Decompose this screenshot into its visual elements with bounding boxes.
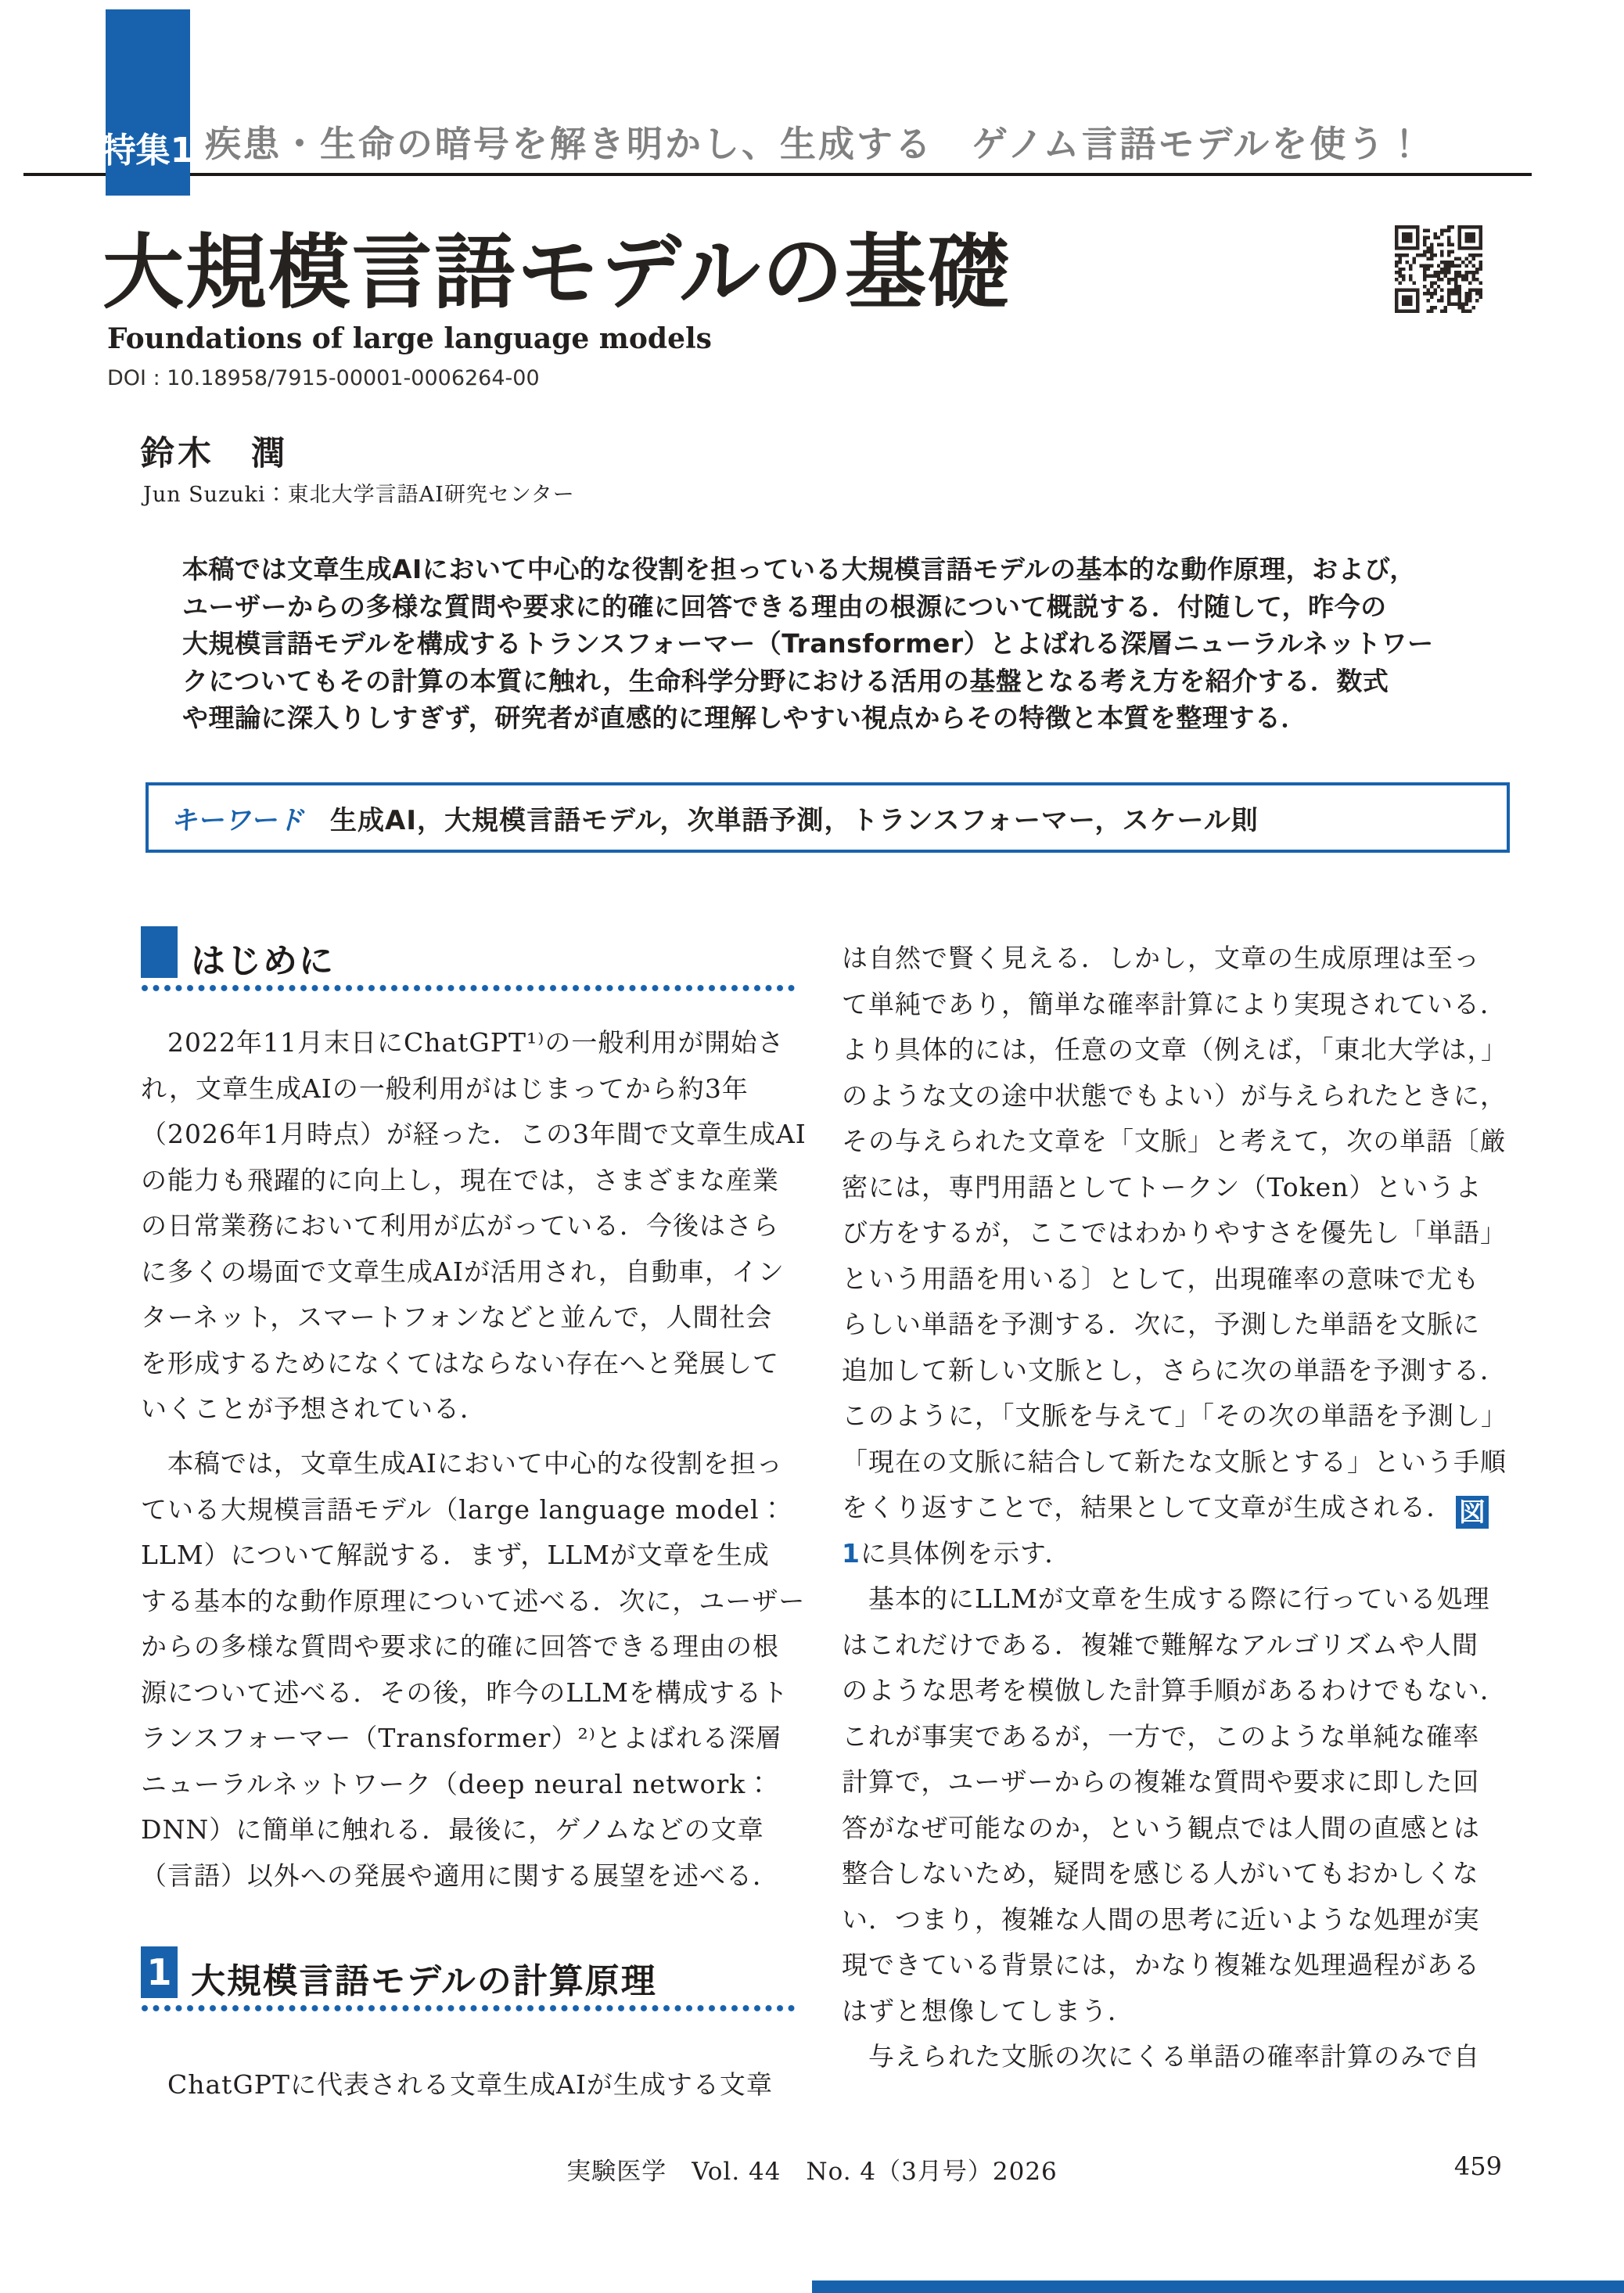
text-line: LLM）について解説する．まず，LLMが文章を生成	[141, 1540, 770, 1570]
text-line: の能力も飛躍的に向上し，現在では，さまざまな産業	[141, 1164, 779, 1195]
text-line: 追加して新しい文脈とし，さらに次の単語を予測する．	[842, 1354, 1507, 1386]
text-line: ランスフォーマー（Transformer）²⁾とよばれる深層	[141, 1723, 782, 1753]
figure-reference-lines	[842, 1485, 1496, 1576]
text-line: れ，文章生成AIの一般利用がはじまってから約3年	[141, 1073, 749, 1104]
qr-code-image	[1395, 225, 1482, 313]
text-line: ている大規模言語モデル（large language model：	[141, 1493, 786, 1525]
section-title: はじめに	[191, 941, 335, 981]
text-line	[842, 1485, 1496, 1531]
text-line: 与えられた文脈の次にくる単語の確率計算のみで自	[842, 2041, 1480, 2072]
text-line: 現できている背景には，かなり複雑な処理過程がある	[842, 1950, 1480, 1980]
text-line: 本稿では，文章生成AIにおいて中心的な役割を担っ	[141, 1448, 783, 1479]
text-line: ChatGPTに代表される文章生成AIが生成する文章	[141, 2069, 773, 2100]
section-marker-square	[141, 926, 178, 978]
abstract-paragraph	[182, 551, 1512, 737]
text-line: に多くの場面で文章生成AIが活用され，自動車，イン	[141, 1256, 785, 1287]
header-rule	[23, 173, 1532, 176]
footer-accent-bar	[812, 2280, 1624, 2293]
article-title: 大規模言語モデルの基礎	[102, 225, 1011, 320]
author-name: 鈴木 潤	[141, 434, 288, 473]
text-line	[842, 1531, 1496, 1577]
text-line: 計算で，ユーザーからの複雑な質問や要求に即した回	[842, 1766, 1480, 1797]
text-line: び方をするが，ここではわかりやすさを優先し「単語」	[842, 1217, 1507, 1248]
text-line: ユーザーからの多様な質問や要求に的確に回答できる理由の根源について概説する．付随して，昨今の	[182, 591, 1387, 622]
footer-journal-info: 実験医学 Vol. 44 No. 4（3月号）2026	[566, 2158, 1058, 2186]
doi-text: DOI : 10.18958/7915-00001-0006264-00	[107, 366, 540, 390]
text-line: 答がなぜ可能なのか，という観点では人間の直感とは	[842, 1812, 1480, 1843]
article-subtitle-en: Foundations of large language models	[107, 322, 712, 355]
figure-number: 1	[842, 1537, 861, 1569]
text-line: （2026年1月時点）が経った．この3年間で文章生成AI	[141, 1119, 807, 1149]
text-line: を形成するためになくてはならない存在へと発展して	[141, 1347, 779, 1378]
text-line: （言語）以外への発展や適用に関する展望を述べる．	[141, 1860, 779, 1891]
text-line: 基本的にLLMが文章を生成する際に行っている処理	[842, 1583, 1490, 1614]
feature-title: 疾患・生命の暗号を解き明かし、生成する ゲノム言語モデルを使う！	[205, 123, 1425, 165]
text-line: 2022年11月末日にChatGPT¹⁾の一般利用が開始さ	[141, 1027, 785, 1058]
text-line: いくことが予想されている．	[141, 1393, 487, 1424]
text-line: ターネット，スマートフォンなどと並んで，人間社会	[141, 1302, 773, 1332]
text-line: はずと想像してしまう．	[842, 1995, 1134, 2026]
qr-code	[1395, 225, 1482, 313]
body-paragraph	[842, 936, 1507, 1485]
section-title: 大規模言語モデルの計算原理	[191, 1961, 657, 2001]
text-line: クについてもその計算の本質に触れ，生命科学分野における活用の基盤となる考え方を紹介する．数式	[182, 665, 1389, 696]
text-line: 本稿では文章生成AIにおいて中心的な役割を担っている大規模言語モデルの基本的な動作原理，および，	[182, 554, 1416, 584]
keywords-label: キーワード	[171, 804, 304, 836]
keywords-box	[146, 782, 1510, 853]
body-paragraph	[842, 1576, 1507, 2080]
text-segment: をくり返すことで，結果として文章が生成される．	[842, 1492, 1453, 1522]
dotted-rule	[141, 2004, 795, 2012]
text-line: はこれだけである．複雑で難解なアルゴリズムや人間	[842, 1629, 1479, 1660]
text-line: や理論に深入りしすぎず，研究者が直感的に理解しやすい視点からその特徴と本質を整理する．	[182, 703, 1307, 733]
section-header-1	[141, 1946, 795, 2014]
text-line: これが事実であるが，一方で，このような単純な確率	[842, 1720, 1480, 1752]
text-line: らしい単語を予測する．次に，予測した単語を文脈に	[842, 1309, 1480, 1339]
page-number: 459	[1453, 2151, 1502, 2181]
text-line: からの多様な質問や要求に的確に回答できる理由の根	[141, 1631, 779, 1662]
text-line: 源について述べる．その後，昨今のLLMを構成するト	[141, 1677, 789, 1708]
author-affiliation: Jun Suzuki：東北大学言語AI研究センター	[143, 483, 575, 507]
body-paragraph	[141, 1441, 806, 1899]
text-line: 密には，専門用語としてトークン（Token）というよ	[842, 1171, 1482, 1202]
text-line: という用語を用いる〕として，出現確率の意味で尤も	[842, 1263, 1480, 1294]
dotted-rule	[141, 984, 795, 992]
feature-badge	[101, 9, 195, 196]
section-number-square: 1	[141, 1946, 178, 1998]
text-line: ニューラルネットワーク（deep neural network：	[141, 1768, 773, 1799]
text-segment: に具体例を示す．	[860, 1537, 1072, 1569]
text-line: DNN）に簡単に触れる．最後に，ゲノムなどの文章	[141, 1814, 764, 1845]
text-line: より具体的には，任意の文章（例えば，「東北大学は，」	[842, 1034, 1507, 1065]
figure-badge: 図	[1456, 1496, 1489, 1529]
text-line: のような文の途中状態でもよい）が与えられたときに，	[842, 1080, 1507, 1111]
text-line: このように，「文脈を与えて」「その次の単語を予測し」	[842, 1400, 1507, 1431]
text-line: 整合しないため，疑問を感じる人がいてもおかしくな	[842, 1858, 1479, 1889]
text-line: 大規模言語モデルを構成するトランスフォーマー（Transformer）とよばれる深層ニューラルネットワー	[182, 628, 1434, 659]
text-line: その与えられた文章を「文脈」と考えて，次の単語〔厳	[842, 1126, 1507, 1156]
text-line: のような思考を模倣した計算手順があるわけでもない．	[842, 1675, 1507, 1705]
text-line: て単純であり，簡単な確率計算により実現されている．	[842, 988, 1507, 1019]
keywords-text: 生成AI，大規模言語モデル，次単語予測，トランスフォーマー，スケール則	[330, 804, 1259, 836]
text-line: 「現在の文脈に結合して新たな文脈とする」という手順	[842, 1446, 1507, 1477]
body-paragraph	[141, 2062, 795, 2108]
text-line: は自然で賢く見える．しかし，文章の生成原理は至っ	[842, 943, 1480, 973]
text-line: の日常業務において利用が広がっている．今後はさら	[141, 1210, 779, 1241]
body-paragraph	[141, 1020, 807, 1432]
section-header-intro	[141, 926, 795, 994]
text-line: い．つまり，複雑な人間の思考に近いような処理が実	[842, 1903, 1480, 1935]
text-line: する基本的な動作原理について述べる．次に，ユーザー	[141, 1585, 806, 1616]
feature-label: 特集1	[101, 131, 195, 171]
